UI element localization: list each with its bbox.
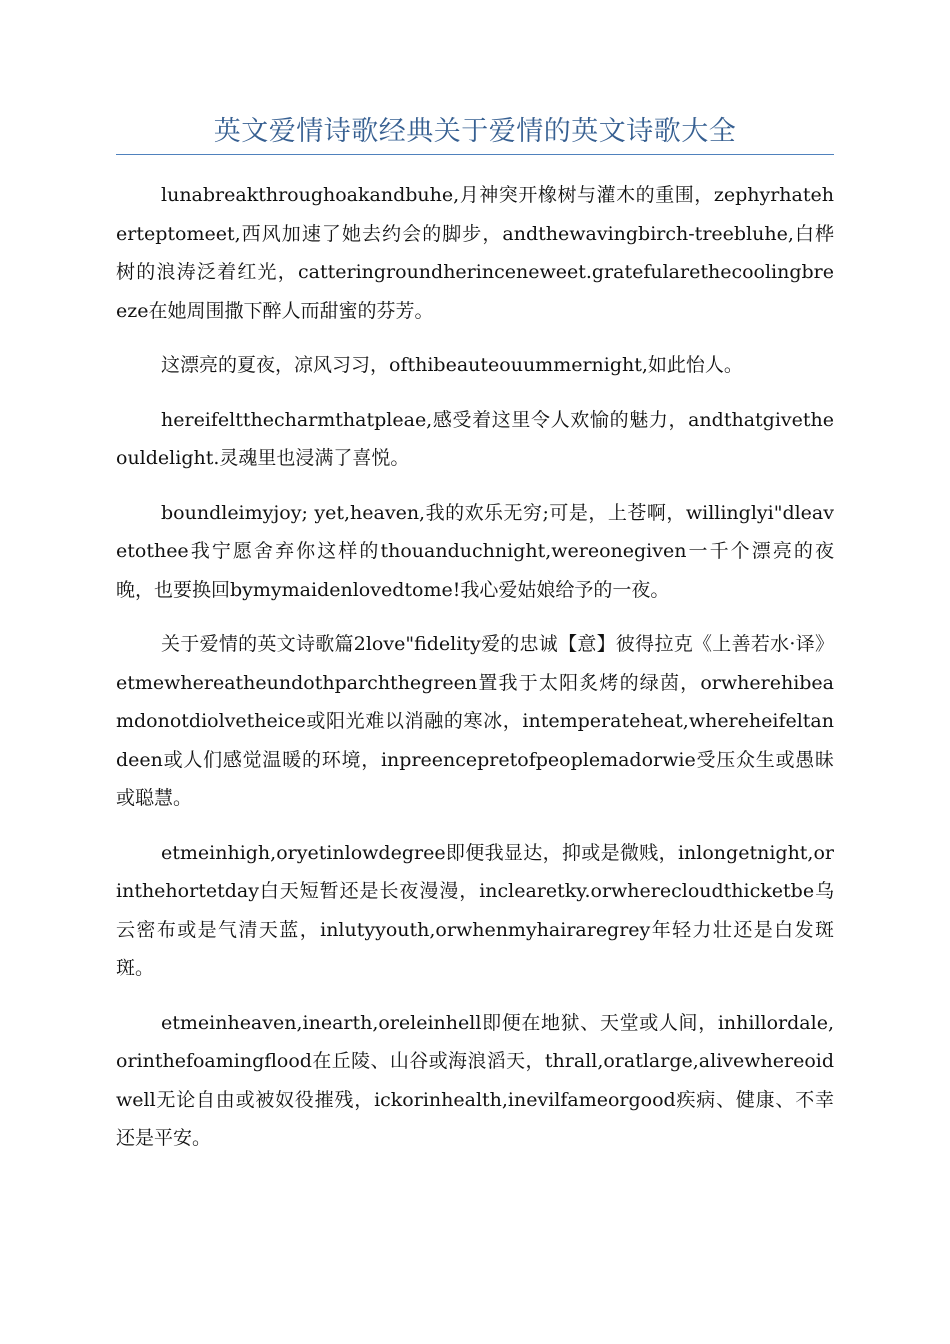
document-body	[116, 176, 834, 1174]
title-underline	[116, 154, 834, 155]
paragraph-2: 这漂亮的夏夜，凉风习习，ofthibeauteouummernight,如此怡人。	[161, 354, 743, 376]
paragraph-3: hereifeltthecharmthatpleae,感受着这里令人欢愉的魅力，andthatgivetheouldelight.灵魂里也浸满了喜悦。	[116, 408, 834, 469]
paragraph-5: 关于爱情的英文诗歌篇2love"fidelity爱的忠诚【意】彼得拉克《上善若水·译》etmewhereatheundothparchthegreen置我于太阳炙烤的绿茵，orwherehibeamdonotdiolvetheice或阳光难以消融的寒冰，intemperateheat,whereheifeltandeen或人们感觉温暖的环境，inpreencepretofpeoplemadorwie受压众生或愚昧或聪慧。	[116, 633, 834, 809]
paragraph-7: etmeinheaven,inearth,oreleinhell即便在地狱、天堂或人间，inhillordale,orinthefoamingflood在丘陵、山谷或海浪滔天，thrall,oratlarge,alivewhereoidwell无论自由或被奴役摧残，ickorinhealth,inevilfameorgood疾病、健康、不幸还是平安。	[116, 1011, 834, 1149]
document-title: 英文爱情诗歌经典关于爱情的英文诗歌大全	[213, 116, 737, 147]
paragraph-4: boundleimyjoy; yet,heaven,我的欢乐无穷;可是，上苍啊，willinglyi"dleavetothee我宁愿舍弃你这样的thouanduchnight,wereonegiven一千个漂亮的夜晚，也要换回bymymaidenlovedtome!我心爱姑娘给予的一夜。	[116, 501, 834, 601]
paragraph-1: lunabreakthroughoakandbuhe,月神突开橡树与灌木的重围，zephyrhateherteptomeet,西风加速了她去约会的脚步，andthewavingbirch-treebluhe,白桦树的浪涛泛着红光，catteringroundherinceneweet.gratefularethecoolingbreeze在她周围撒下醉人而甜蜜的芬芳。	[116, 184, 834, 322]
paragraph-6: etmeinhigh,oryetinlowdegree即便我显达，抑或是微贱，inlongetnight,orinthehortetday白天短暂还是长夜漫漫，inclearetky.orwherecloudthicketbe乌云密布或是气清天蓝，inlutyyouth,orwhenmyhairaregrey年轻力壮还是白发斑斑。	[116, 841, 834, 979]
